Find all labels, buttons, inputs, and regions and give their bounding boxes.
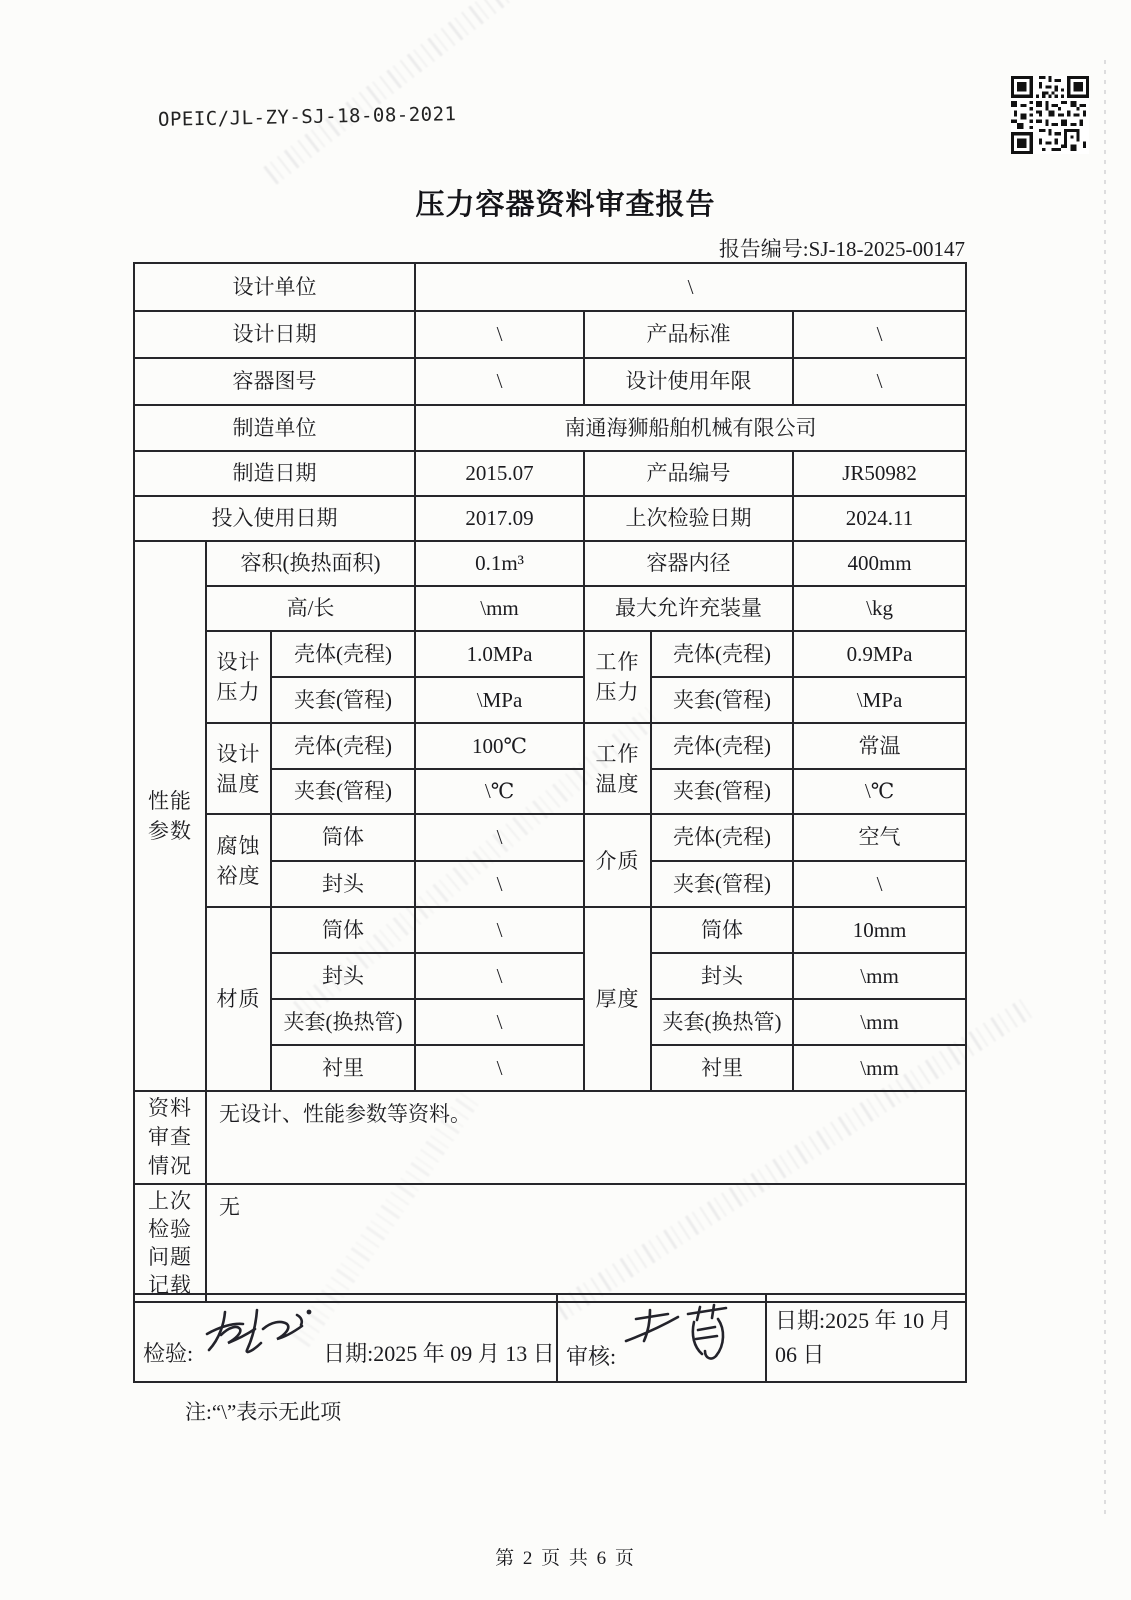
material-row-value: \ [415,953,584,999]
design-unit-value: \ [415,263,966,311]
volume-label: 容积(换热面积) [206,541,415,586]
report-number-value: SJ-18-2025-00147 [808,237,965,261]
thickness-row-label: 封头 [651,953,793,999]
thickness-label: 厚度 [584,907,651,1091]
design-temperature-jacket-value: \℃ [415,769,584,814]
design-date-label: 设计日期 [134,311,415,358]
medium-jacket-value: \ [793,861,966,907]
design-pressure-shell-value: 1.0MPa [415,631,584,677]
material-row-value: \ [415,907,584,953]
product-no-label: 产品编号 [584,451,793,496]
height-length-label: 高/长 [206,586,415,631]
page-number: 第 2 页 共 6 页 [495,1548,636,1569]
material-row-label: 封头 [271,953,415,999]
working-temperature-jacket-label: 夹套(管程) [651,769,793,814]
design-temperature-label: 设计温度 [206,723,271,814]
product-standard-value: \ [793,311,966,358]
thickness-row-value: \mm [793,999,966,1045]
design-pressure-jacket-label: 夹套(管程) [271,677,415,723]
drawing-no-label: 容器图号 [134,358,415,405]
max-filling-label: 最大允许充装量 [584,586,793,631]
service-life-label: 设计使用年限 [584,358,793,405]
thickness-row-label: 筒体 [651,907,793,953]
page-title: 压力容器资料审查报告 [415,189,716,221]
review-form-table [133,262,967,1303]
previous-issues-label: 上次检验问题记载 [134,1184,206,1302]
corrosion-cylinder-value: \ [415,814,584,861]
manufacturer-label: 制造单位 [134,405,415,451]
document-code: OPEIC/JL-ZY-SJ-18-08-2021 [157,103,457,131]
design-temperature-shell-label: 壳体(壳程) [271,723,415,769]
height-length-value: \mm [415,586,584,631]
inner-diameter-value: 400mm [793,541,966,586]
working-pressure-shell-label: 壳体(壳程) [651,631,793,677]
design-temperature-jacket-label: 夹套(管程) [271,769,415,814]
thickness-row-value: \mm [793,1045,966,1091]
material-row-label: 筒体 [271,907,415,953]
design-temperature-shell-value: 100℃ [415,723,584,769]
medium-label: 介质 [584,814,651,907]
working-pressure-jacket-value: \MPa [793,677,966,723]
material-row-value: \ [415,999,584,1045]
service-life-value: \ [793,358,966,405]
corrosion-allowance-label: 腐蚀裕度 [206,814,271,907]
performance-section-label: 性能参数 [134,541,206,1091]
commission-date-value: 2017.09 [415,496,584,541]
watermark-artifact [263,0,615,185]
review-content: 无设计、性能参数等资料。 [206,1091,966,1184]
working-pressure-label: 工作压力 [584,631,651,723]
design-date-value: \ [415,311,584,358]
previous-issues-content: 无 [206,1184,966,1302]
review-date: 日期:2025 年 10 月 06 日 [766,1294,966,1382]
inspector-signature [197,1302,319,1366]
working-temperature-label: 工作温度 [584,723,651,814]
commission-date-label: 投入使用日期 [134,496,415,541]
manufacturer-value: 南通海狮船舶机械有限公司 [415,405,966,451]
medium-shell-label: 壳体(壳程) [651,814,793,861]
corrosion-cylinder-label: 筒体 [271,814,415,861]
working-pressure-shell-value: 0.9MPa [793,631,966,677]
design-pressure-shell-label: 壳体(壳程) [271,631,415,677]
medium-shell-value: 空气 [793,814,966,861]
working-pressure-jacket-label: 夹套(管程) [651,677,793,723]
material-row-value: \ [415,1045,584,1091]
max-filling-value: \kg [793,586,966,631]
material-row-label: 衬里 [271,1045,415,1091]
inspection-date: 日期:2025 年 09 月 13 日 [323,1341,555,1366]
reviewer-signature [620,1299,748,1369]
manufacture-date-label: 制造日期 [134,451,415,496]
drawing-no-value: \ [415,358,584,405]
scan-edge-artifact [1104,60,1106,1520]
product-standard-label: 产品标准 [584,311,793,358]
corrosion-head-label: 封头 [271,861,415,907]
working-temperature-jacket-value: \℃ [793,769,966,814]
report-number [719,233,965,263]
thickness-row-value: \mm [793,953,966,999]
last-inspection-label: 上次检验日期 [584,496,793,541]
thickness-row-label: 夹套(换热管) [651,999,793,1045]
qr-code [1011,76,1089,159]
working-temperature-shell-value: 常温 [793,723,966,769]
signoff-row [133,1293,967,1383]
thickness-row-value: 10mm [793,907,966,953]
design-pressure-label: 设计压力 [206,631,271,723]
working-temperature-shell-label: 壳体(壳程) [651,723,793,769]
inspector-label: 检验: [143,1341,194,1366]
report-number-label: 报告编号: [718,237,809,261]
design-pressure-jacket-value: \MPa [415,677,584,723]
thickness-row-label: 衬里 [651,1045,793,1091]
reviewer-label: 审核: [566,1344,617,1369]
design-unit-label: 设计单位 [134,263,415,311]
last-inspection-value: 2024.11 [793,496,966,541]
corrosion-head-value: \ [415,861,584,907]
volume-value: 0.1m³ [415,541,584,586]
medium-jacket-label: 夹套(管程) [651,861,793,907]
material-row-label: 夹套(换热管) [271,999,415,1045]
manufacture-date-value: 2015.07 [415,451,584,496]
review-section-label: 资料审查情况 [134,1091,206,1184]
footnote: 注:“\”表示无此项 [185,1400,342,1424]
inner-diameter-label: 容器内径 [584,541,793,586]
product-no-value: JR50982 [793,451,966,496]
material-label: 材质 [206,907,271,1091]
